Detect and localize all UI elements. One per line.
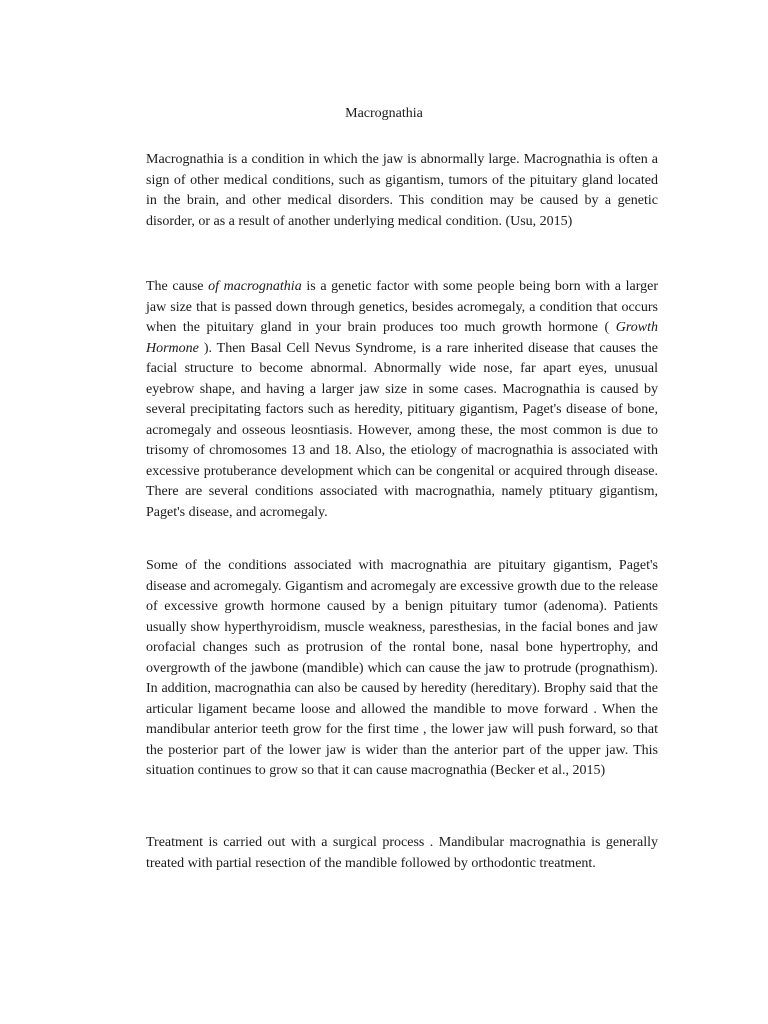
document-title: Macrognathia	[345, 106, 423, 121]
paragraph-2-italic-a: of macrognathia	[208, 279, 302, 294]
paragraph-4: Treatment is carried out with a surgical process . Mandibular macrognathia is generally treated with partial resection of the mandible followed by orthodontic treatment.	[146, 835, 658, 871]
paragraph-2-text-a: The cause	[146, 279, 209, 294]
paragraph-1: Macrognathia is a condition in which the jaw is abnormally large. Macrognathia is often a sign of other medical conditions, such as gigantism, tumors of the pituitary gland located in the brain, and other medical disorders. This condition may be caused by a genetic disorder, or as a result of another underlying medical condition. (Usu, 2015)	[146, 152, 658, 229]
paragraph-2-italic-b: Growth Hormone	[146, 320, 658, 356]
paragraph-3: Some of the conditions associated with macrognathia are pituitary gigantism, Paget's disease and acromegaly. Gigantism and acromegaly are excessive growth due to the release of excessive growth hormone caused by a benign pituitary tumor (adenoma). Patients usually show hyperthyroidism, muscle weakness, paresthesias, in the facial bones and jaw orofacial changes such as protrusion of the rontal bone, nasal bone hypertrophy, and overgrowth of the jawbone (mandible) which can cause the jaw to protrude (prognathism). In addition, macrognathia can also be caused by heredity (hereditary). Brophy said that the articular ligament became loose and allowed the mandible to move forward . When the mandibular anterior teeth grow for the first time , the lower jaw will push forward, so that the posterior part of the lower jaw is wider than the anterior part of the upper jaw. This situation continues to grow so that it can cause macrognathia (Becker et al., 2015)	[146, 558, 658, 778]
paragraph-2-text-b: is a genetic factor with some people being born with a larger jaw size that is passed down through genetics, besides acromegaly, a condition that occurs when the pituitary gland in your brain produces too much growth hormone (	[146, 279, 658, 335]
paragraph-2	[146, 277, 658, 523]
paragraph-2-text-c: ). Then Basal Cell Nevus Syndrome, is a rare inherited disease that causes the facial structure to become abnormal. Abnormally wide nose, far apart eyes, unusual eyebrow shape, and having a larger jaw size in some cases. Macrognathia is caused by several precipitating factors such as heredity, pitituary gigantism, Paget's disease of bone, acromegaly and osseous leosntiasis. However, among these, the most common is due to trisomy of chromosomes 13 and 18. Also, the etiology of macrognathia is associated with excessive protuberance development which can be congenital or acquired through disease. There are several conditions associated with macrognathia, namely ptituary gigantism, Paget's disease, and acromegaly.	[146, 340, 658, 520]
